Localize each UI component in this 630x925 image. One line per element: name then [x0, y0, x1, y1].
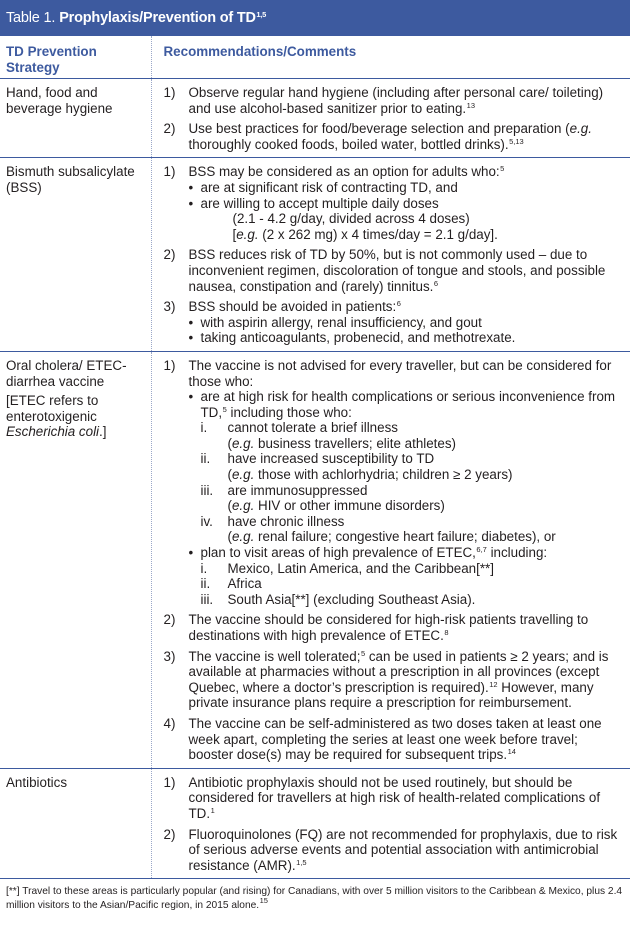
table-label: Table 1. — [6, 10, 56, 26]
strategy-cell: Oral cholera/ ETEC-diarrhea vaccine [ETEC refers to enterotoxigenic Escherichia coli.] — [0, 351, 151, 768]
recommendation-cell — [151, 768, 630, 878]
list-item: 2) Use best practices for food/beverage selection and preparation (e.g. thoroughly cooked foods, boiled water, bottled drinks).$^{5,13}$ — [163, 121, 592, 152]
strategy-cell: Antibiotics — [0, 768, 151, 878]
list-item: 3) BSS should be avoided in patients:$^6$ • with aspirin allergy, renal insufficiency, and gout • taking anticoagulants, probenecid, and methotrexate. — [164, 299, 625, 346]
prophylaxis-table — [0, 36, 630, 878]
table-title-bar — [0, 0, 630, 36]
list-item: 3) The vaccine is well tolerated;$^5$ can be used in patients ≥ 2 years; and is available at pharmacies without a prescription in all provinces (except Quebec, where a doctor’s prescription is required).$^{12}$ However, many private insurance plans require a prescription for reimbursement. — [163, 648, 609, 711]
list-item: 2) Fluoroquinolones (FQ) are not recommended for prophylaxis, due to risk of serious adverse events and potential association with antimicrobial resistance (AMR).$^{1,5}$ — [163, 826, 618, 873]
strategy-cell: Hand, food and beverage hygiene — [0, 79, 151, 158]
recommendation-cell — [151, 158, 630, 352]
list-item: 4) The vaccine can be self-administered as two doses taken at least one week apart, completing the series at least one week before travel; booster dose(s) may be required for subsequent trips.$^{14}$ — [163, 715, 602, 763]
table-row-hygiene — [0, 79, 630, 158]
etec-note: [ETEC refers to enterotoxigenic Escherichia coli.] — [6, 393, 107, 440]
recommendation-cell — [151, 351, 630, 768]
list-item: 2) BSS reduces risk of TD by 50%, but is not commonly used – due to inconvenient regimen, discoloration of tongue and stools, and possible nausea, constipation and (rarely) tinnitus.$^6$ — [163, 247, 606, 294]
list-item: 2) The vaccine should be considered for high-risk patients travelling to destinations with high prevalence of ETEC.$^8$ — [163, 612, 589, 643]
title-ref: 1,5 — [256, 10, 267, 19]
bullet-list: • are at significant risk of contracting TD, and • are willing to accept multiple daily doses (2.1 - 4.2 g/day, divided across 4 doses) [e.g. (2 x 262 mg) x 4 times/day = 2.1 g/day]. — [188, 179, 498, 242]
table-row-bss — [0, 158, 630, 352]
col-header-recommendations: Recommendations/Comments — [151, 36, 630, 79]
bullet-list: • are at high risk for health complications or serious inconvenience from TD,$^5$ including those who: i. cannot tolerate a brief illness (e.g. business travellers; elite athletes) ii. have increased susceptibility to TD (e.g. those with achlorhydria; children ≥ 2 years) iii. are immunosuppressed (e.g. HIV or other immune disorders) iv. have chronic illness (e.g. renal failure; congestive heart failure; diabetes), or • plan to visit areas of high prevalence of ETEC,$^{6,7}$ including: i. Mexico, Latin America, and the Caribbean[**] ii. Africa iii. South Asia[**] (excluding Southeast Asia). — [189, 389, 625, 607]
list-item: 1) Antibiotic prophylaxis should not be used routinely, but should be considered for travellers at high risk of health-related complications of TD.$^1$ — [163, 774, 601, 821]
bullet-list: • with aspirin allergy, renal insufficiency, and gout • taking anticoagulants, probenecid, and methotrexate. — [188, 314, 516, 346]
strategy-cell: Bismuth subsalicylate (BSS) — [0, 158, 151, 352]
header-row — [0, 36, 630, 79]
table-row-antibiotics — [0, 768, 630, 878]
recommendation-cell — [151, 79, 630, 158]
table-row-vaccine — [0, 351, 630, 768]
roman-list: i. cannot tolerate a brief illness (e.g. business travellers; elite athletes) ii. have increased susceptibility to TD (e.g. those with achlorhydria; children ≥ 2 years) iii. are immunosuppressed (e.g. HIV or other immune disorders) iv. have chronic illness (e.g. renal failure; congestive heart failure; diabetes), or — [200, 420, 556, 545]
list-item: 1) Observe regular hand hygiene (including after personal care/ toileting) and use alcohol-based sanitizer prior to eating.$^{13}$ — [163, 85, 604, 116]
table-title: Prophylaxis/Prevention of TD$^{1,5}$ — [59, 10, 267, 26]
table-footnote: [**] Travel to these areas is particularly popular (and rising) for Canadians, with over 5 million visitors to the Caribbean & Mexico, plus 2.4 million visitors to the Asian/Pacific region, in 2015 alone.$^{15}$ — [0, 878, 630, 913]
roman-list: i. Mexico, Latin America, and the Caribbean[**] ii. Africa iii. South Asia[**] (excluding Southeast Asia). — [200, 560, 494, 607]
list-item: 1) The vaccine is not advised for every traveller, but can be considered for those who: • are at high risk for health complications or serious inconvenience from TD,$^5$ including those who: i. cannot tolerate a brief illness (e.g. business travellers; elite athletes) ii. have increased susceptibility to TD (e.g. those with achlorhydria; children ≥ 2 years) iii. are immunosuppressed (e.g. HIV or other immune disorders) iv. have chronic illness (e.g. renal failure; congestive heart failure; diabetes), or • plan to visit areas of high prevalence of ETEC,$^{6,7}$ including: i. Mexico, Latin America, and the Caribbean[**] ii. Africa iii. South Asia[**] (excluding Southeast Asia). — [164, 358, 625, 608]
list-item: 1) BSS may be considered as an option for adults who:$^5$ • are at significant risk of contracting TD, and • are willing to accept multiple daily doses (2.1 - 4.2 g/day, divided across 4 doses) [e.g. (2 x 262 mg) x 4 times/day = 2.1 g/day]. — [164, 164, 625, 242]
col-header-strategy: TD Prevention Strategy — [6, 44, 97, 75]
